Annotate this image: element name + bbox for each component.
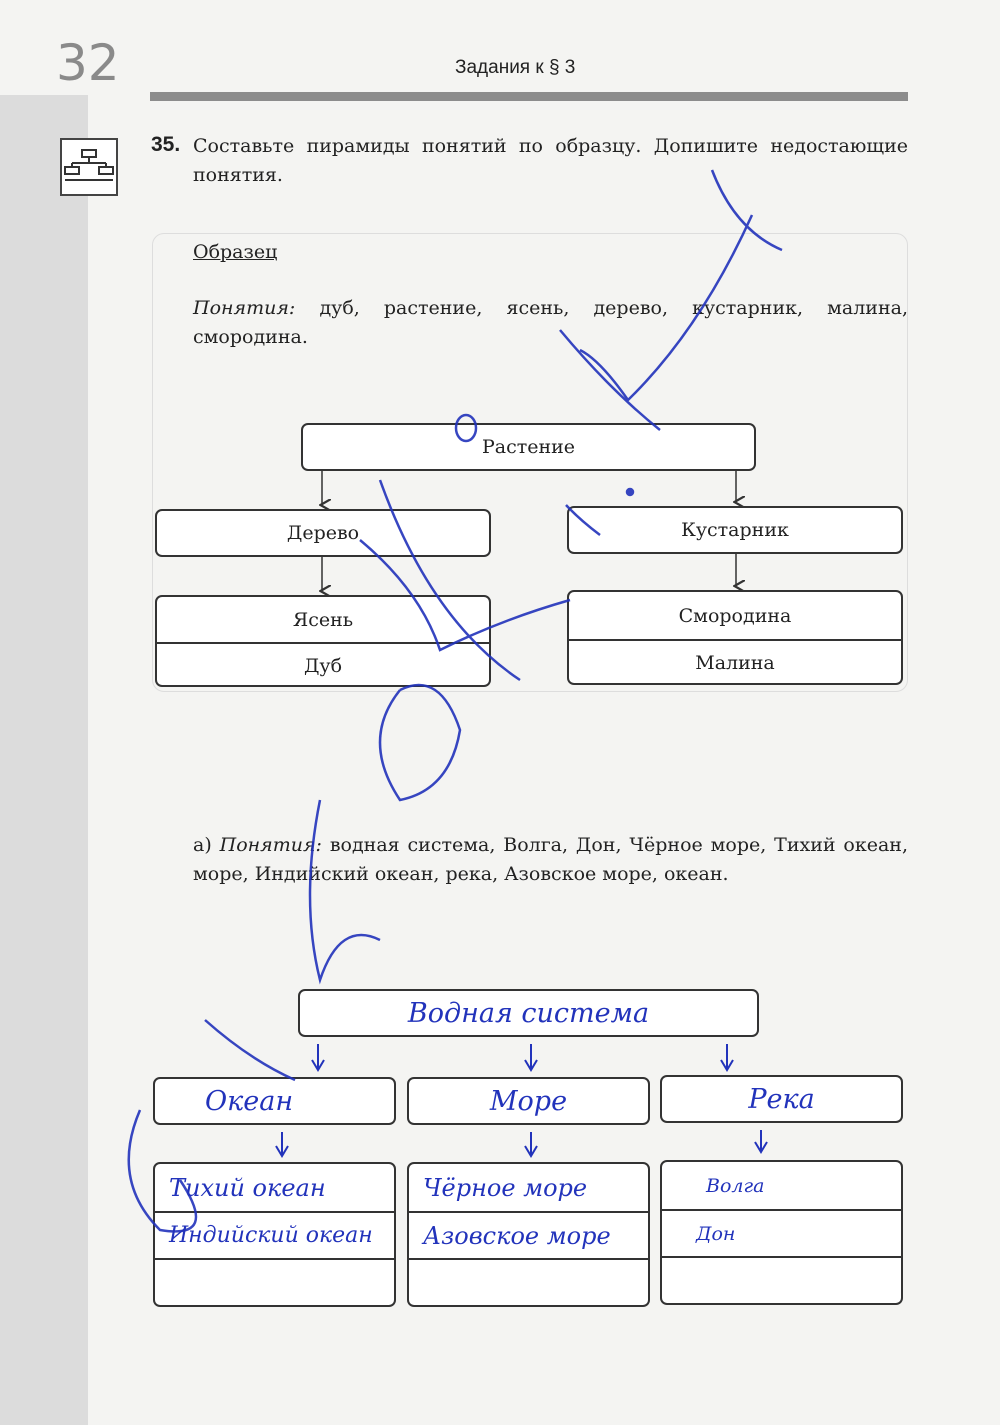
part-a-answer-cell[interactable]: Азовское море (409, 1211, 648, 1258)
left-margin-strip (0, 95, 88, 1425)
sample-concepts-text: дуб, растение, ясень, дерево, кустарник, малина, смородина. (193, 297, 908, 348)
part-a-stack-1 (153, 1162, 396, 1307)
part-a-answer-cell[interactable]: Тихий океан (169, 1173, 326, 1202)
sample-right-label: Кустарник (681, 519, 789, 541)
sample-right-item: Смородина (678, 604, 792, 627)
sample-root-label: Растение (481, 436, 576, 458)
part-a-answer-cell[interactable]: Индийский океан (155, 1211, 394, 1258)
part-a-label: а) (193, 834, 212, 856)
part-a-stack-3 (660, 1160, 903, 1305)
sample-right-box (567, 506, 903, 554)
sample-root-box (301, 423, 756, 471)
part-a-root-answer: Водная система (407, 997, 650, 1029)
part-a-node-answer: Река (748, 1083, 815, 1115)
sample-left-item: Ясень (292, 608, 354, 631)
sample-right-item: Малина (569, 639, 901, 685)
part-a-answer-cell[interactable]: Чёрное море (423, 1173, 588, 1202)
sample-right-stack (567, 590, 903, 685)
part-a-concepts-text: водная система, Волга, Дон, Чёрное море, Тихий океан, море, Индийский океан, река, Азовское море, океан. (193, 834, 909, 885)
part-a-node-answer: Море (489, 1085, 568, 1117)
part-a-concepts (193, 831, 908, 889)
part-a-answer-cell[interactable] (409, 1258, 648, 1305)
part-a-answer-cell[interactable]: Дон (662, 1209, 901, 1256)
part-a-answer-cell[interactable] (155, 1258, 394, 1305)
part-a-answer-cell[interactable] (662, 1256, 901, 1303)
part-a-node-answer: Океан (205, 1085, 294, 1117)
sample-left-item: Дуб (157, 642, 489, 687)
task-number: 35. (151, 133, 181, 156)
part-a-node-box[interactable] (660, 1075, 903, 1123)
page-number: 32 (56, 34, 120, 92)
sample-concepts (193, 294, 908, 352)
sample-left-stack (155, 595, 491, 687)
part-a-answer-cell[interactable]: Волга (706, 1174, 765, 1197)
part-a-concepts-label: Понятия: (219, 834, 322, 856)
sample-left-box (155, 509, 491, 557)
page-header-title: Задания к § 3 (455, 57, 576, 78)
sample-concepts-label: Понятия: (193, 297, 296, 319)
task-instructions: Составьте пирамиды понятий по образцу. Допишите недостающие понятия. (193, 135, 908, 186)
part-a-stack-2 (407, 1162, 650, 1307)
part-a-node-box[interactable] (153, 1077, 396, 1125)
header-rule (150, 92, 908, 101)
hierarchy-icon (60, 138, 118, 196)
sample-title: Образец (193, 241, 278, 263)
sample-left-label: Дерево (286, 522, 360, 544)
part-a-root-box[interactable] (298, 989, 759, 1037)
part-a-node-box[interactable] (407, 1077, 650, 1125)
